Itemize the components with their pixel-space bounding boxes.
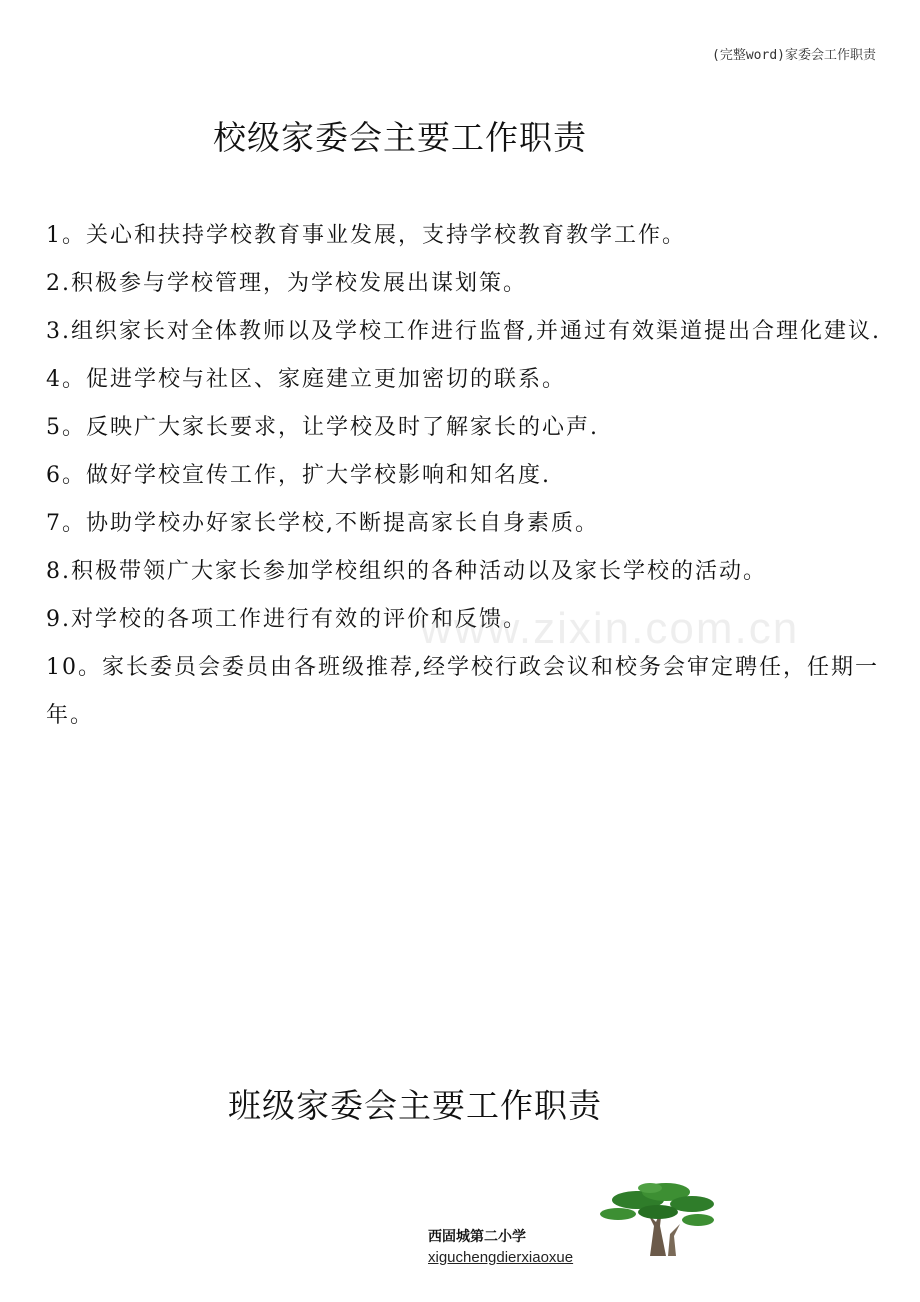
duty-item-6: 6。做好学校宣传工作，扩大学校影响和知名度. xyxy=(46,463,551,488)
school-pinyin: xiguchengdierxiaoxue xyxy=(428,1249,574,1266)
duties-list xyxy=(46,212,882,740)
duty-item-3: 3.组织家长对全体教师以及学校工作进行监督,并通过有效渠道提出合理化建议. xyxy=(46,319,881,344)
duty-item-9: 9.对学校的各项工作进行有效的评价和反馈。 xyxy=(46,607,527,632)
duty-item-1: 1。关心和扶持学校教育事业发展，支持学校教育教学工作。 xyxy=(46,223,686,248)
duty-item-5: 5。反映广大家长要求，让学校及时了解家长的心声. xyxy=(46,415,599,440)
watermark-text: www.zixin.com.cn xyxy=(420,604,800,653)
pine-tree-icon xyxy=(588,1178,728,1258)
duty-item-7: 7。协助学校办好家长学校,不断提高家长自身素质。 xyxy=(46,511,599,536)
duty-item-8: 8.积极带领广大家长参加学校组织的各种活动以及家长学校的活动。 xyxy=(46,559,767,584)
duty-item-10: 10。家长委员会委员由各班级推荐,经学校行政会议和校务会审定聘任，任期一年。 xyxy=(46,655,879,728)
duty-item-4: 4。促进学校与社区、家庭建立更加密切的联系。 xyxy=(46,367,566,392)
school-name: 西固城第二小学 xyxy=(428,1229,526,1245)
section-title-school-committee: 校级家委会主要工作职责 xyxy=(213,118,587,157)
duty-item-2: 2.积极参与学校管理，为学校发展出谋划策。 xyxy=(46,271,527,296)
document-header-title: (完整word)家委会工作职责 xyxy=(712,48,876,63)
section-title-class-committee: 班级家委会主要工作职责 xyxy=(228,1086,602,1125)
